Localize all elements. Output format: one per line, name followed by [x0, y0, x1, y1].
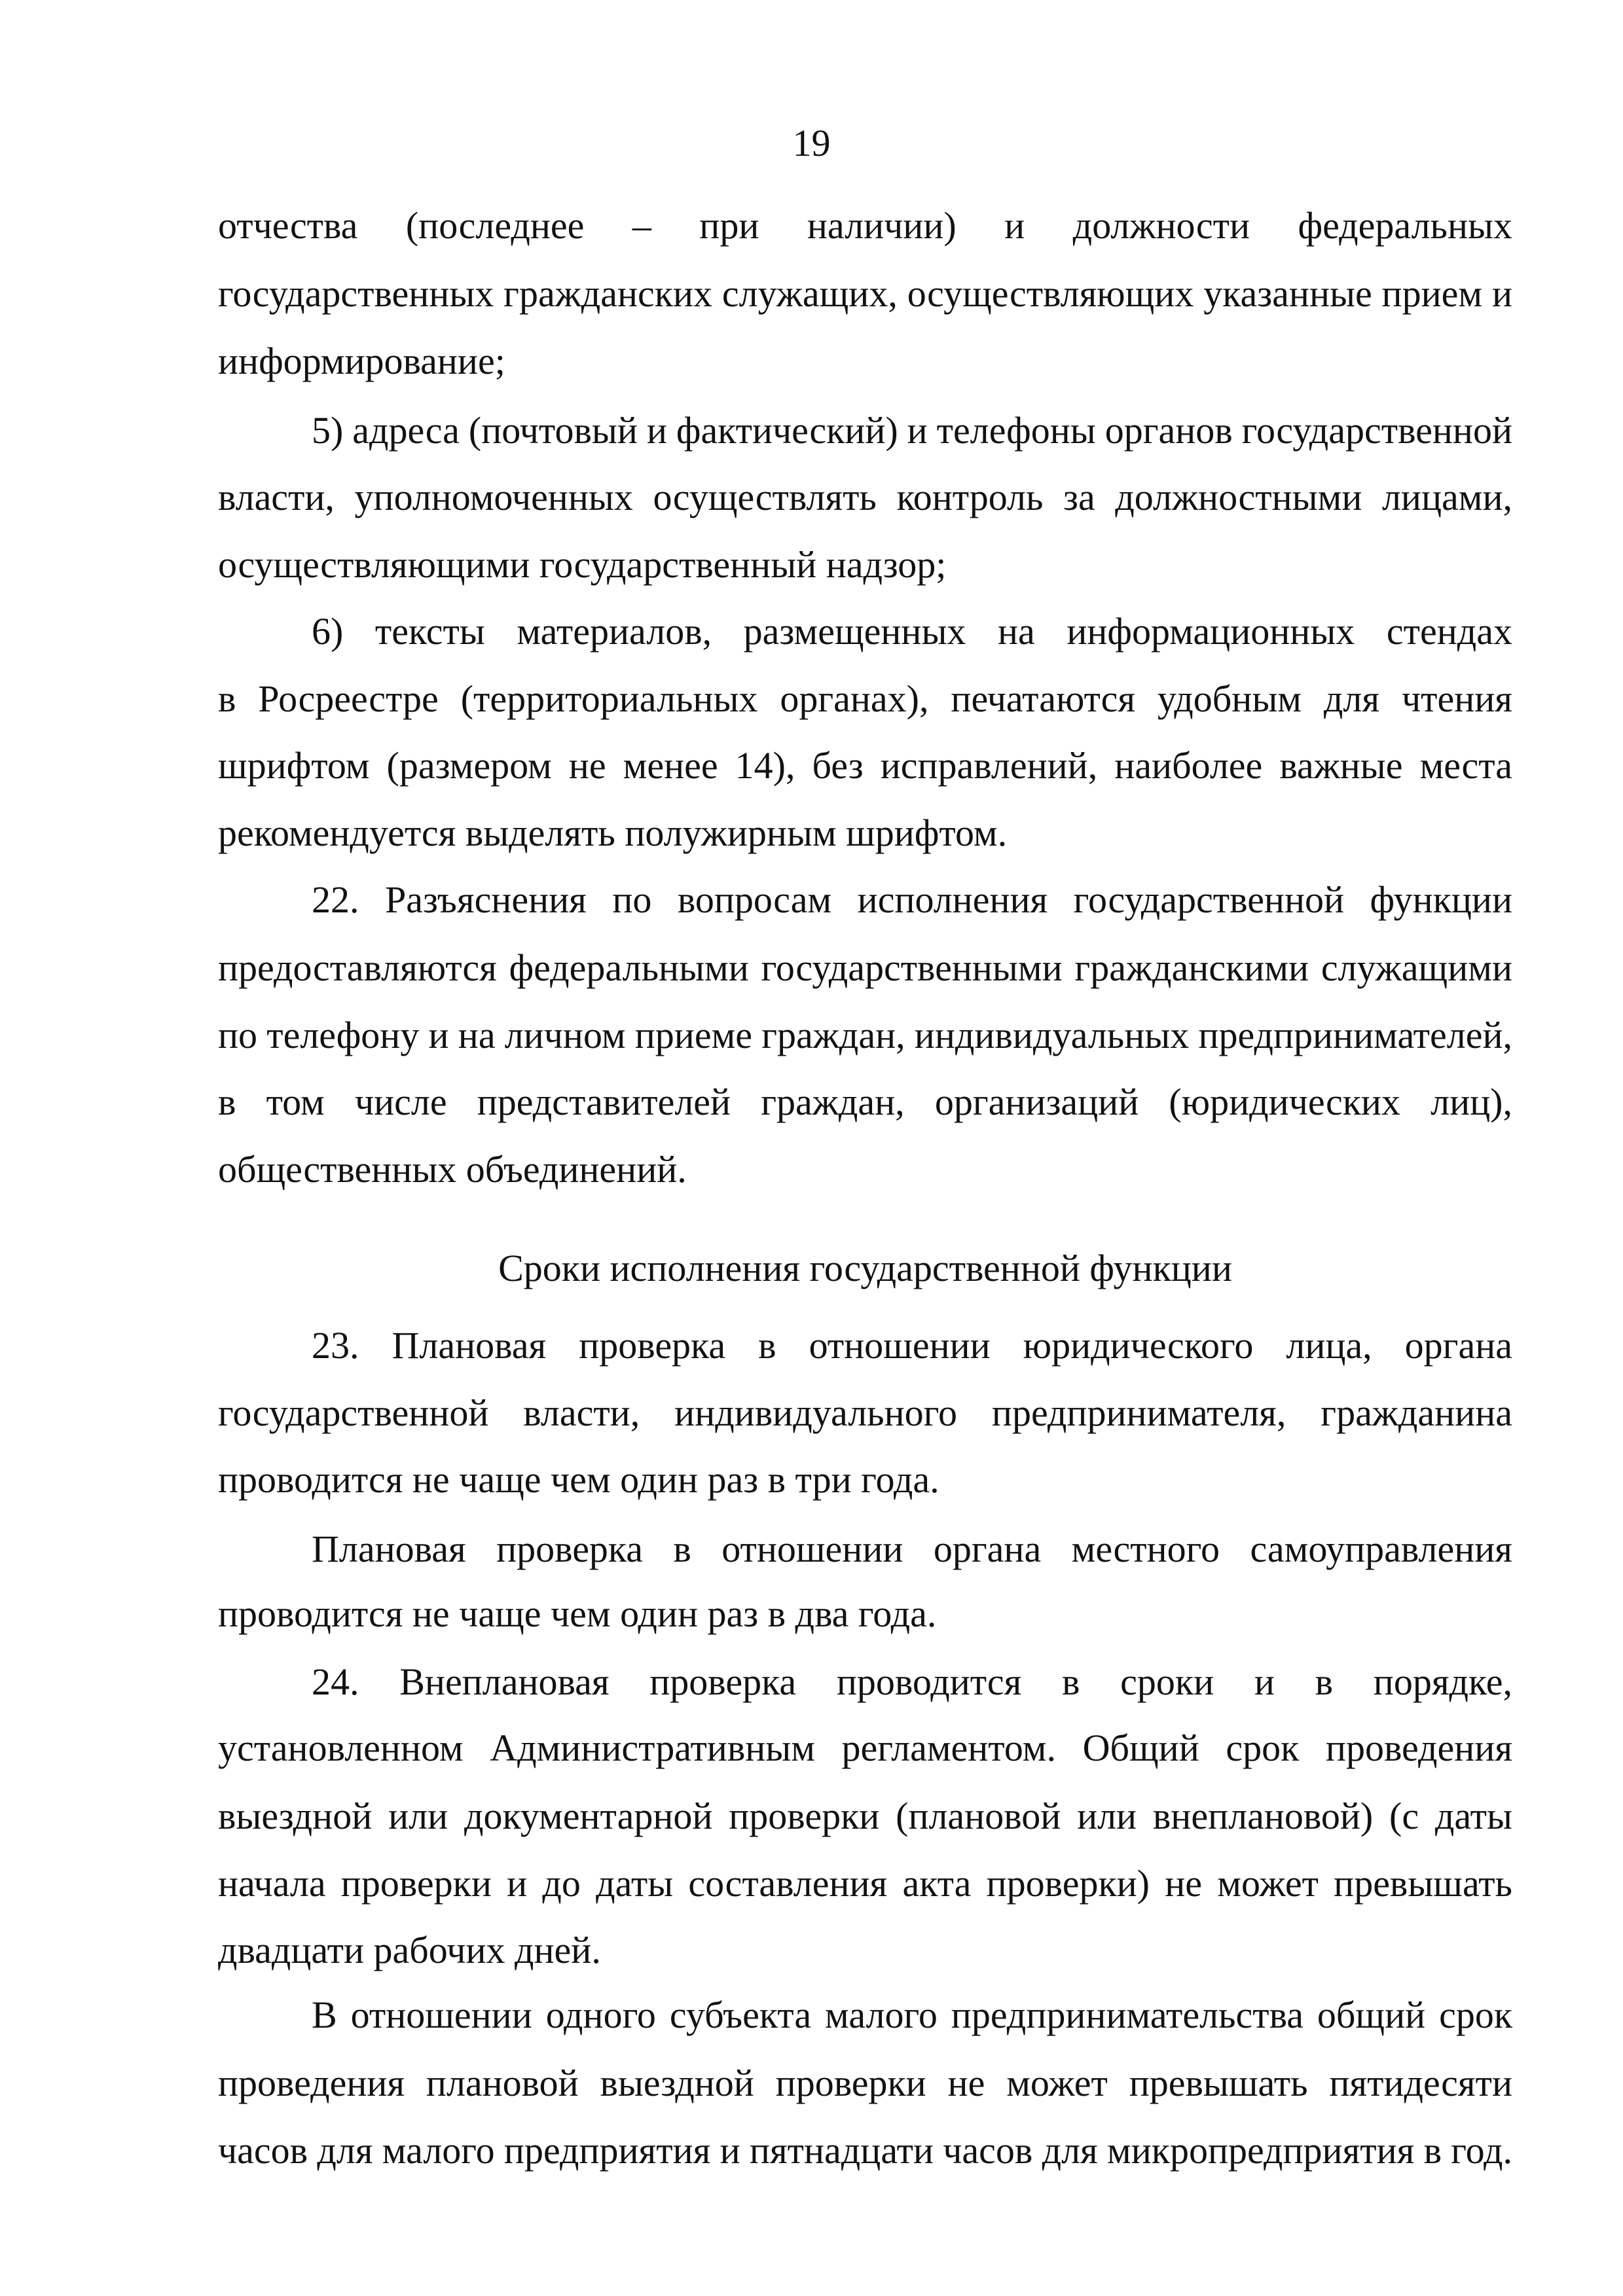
- text-line: [218, 471, 1512, 524]
- text-line-content: проведения плановой выездной проверки не может превышать пятидесяти: [218, 2062, 1512, 2104]
- text-line: [312, 1656, 1512, 1708]
- text-line-content: 5) адреса (почтовый и фактический) и телефоны органов государственной: [312, 409, 1512, 452]
- text-line-content: рекомендуется выделять полужирным шрифтом.: [218, 812, 1008, 854]
- text-line: [312, 605, 1512, 658]
- text-line: [312, 1319, 1512, 1372]
- text-line: [218, 673, 1512, 725]
- text-line-content: установленном Административным регламентом. Общий срок проведения: [218, 1727, 1512, 1769]
- text-line-content: 6) тексты материалов, размещенных на информационных стендах: [312, 610, 1512, 653]
- text-line-content: двадцати рабочих дней.: [218, 1929, 601, 1971]
- text-line-content: 22. Разъяснения по вопросам исполнения государственной функции: [312, 878, 1512, 921]
- text-line-content: проводится не чаще чем один раз в три года.: [218, 1458, 939, 1501]
- text-line-content: предоставляются федеральными государственными гражданскими служащими: [218, 946, 1512, 989]
- text-line: [312, 874, 1512, 926]
- text-line: [218, 942, 1512, 994]
- text-line: [218, 268, 1512, 320]
- text-line: [312, 404, 1512, 457]
- text-line: [312, 1989, 1512, 2041]
- page-number: 19: [792, 122, 831, 164]
- text-line-content: Плановая проверка в отношении органа местного самоуправления: [312, 1528, 1512, 1570]
- text-line: [218, 1924, 1512, 1977]
- text-line: [218, 1387, 1512, 1439]
- text-line-content: выездной или документарной проверки (плановой или внеплановой) (с даты: [218, 1795, 1512, 1837]
- text-line: [218, 1009, 1512, 1062]
- text-line: [218, 335, 1512, 387]
- text-line: [218, 2057, 1512, 2109]
- text-line: [218, 1143, 1512, 1196]
- section-heading-text: Сроки исполнения государственной функции: [498, 1247, 1232, 1289]
- text-line-content: информирование;: [218, 340, 505, 382]
- section-heading: [218, 1242, 1512, 1295]
- text-line-content: 24. Внеплановая проверка проводится в сроки и в порядке,: [312, 1660, 1512, 1703]
- text-line: [218, 1076, 1512, 1128]
- text-line-content: государственных гражданских служащих, осуществляющих указанные прием и: [218, 272, 1512, 315]
- text-line: [218, 1588, 1512, 1640]
- text-line-content: по телефону и на личном приеме граждан, индивидуальных предпринимателей,: [218, 1014, 1512, 1056]
- text-line: [218, 2125, 1512, 2177]
- text-line: [218, 200, 1512, 252]
- text-line: [218, 539, 1512, 591]
- text-line: [218, 1857, 1512, 1910]
- text-line: [218, 1722, 1512, 1774]
- text-line: [218, 807, 1512, 859]
- text-line-content: власти, уполномоченных осуществлять контроль за должностными лицами,: [218, 476, 1512, 518]
- text-line-content: 23. Плановая проверка в отношении юридического лица, органа: [312, 1324, 1512, 1367]
- text-line-content: в том числе представителей граждан, организаций (юридических лиц),: [218, 1081, 1512, 1123]
- text-line: [312, 1523, 1512, 1575]
- text-line-content: В отношении одного субъекта малого предпринимательства общий срок: [312, 1994, 1512, 2036]
- text-line: [218, 1790, 1512, 1842]
- text-line-content: начала проверки и до даты составления акта проверки) не может превышать: [218, 1862, 1512, 1905]
- text-line-content: шрифтом (размером не менее 14), без исправлений, наиболее важные места: [218, 744, 1512, 787]
- text-line-content: осуществляющими государственный надзор;: [218, 543, 947, 586]
- text-line: [218, 1454, 1512, 1506]
- text-line-content: проводится не чаще чем один раз в два года.: [218, 1592, 937, 1635]
- text-line-content: часов для малого предприятия и пятнадцати часов для микропредприятия в год.: [218, 2129, 1512, 2172]
- text-line-content: государственной власти, индивидуального предпринимателя, гражданина: [218, 1391, 1512, 1434]
- text-line: [218, 740, 1512, 792]
- text-line-content: в Росреестре (территориальных органах), печатаются удобным для чтения: [218, 677, 1512, 720]
- text-line-content: общественных объединений.: [218, 1148, 687, 1191]
- text-line-content: отчества (последнее – при наличии) и должности федеральных: [218, 204, 1512, 247]
